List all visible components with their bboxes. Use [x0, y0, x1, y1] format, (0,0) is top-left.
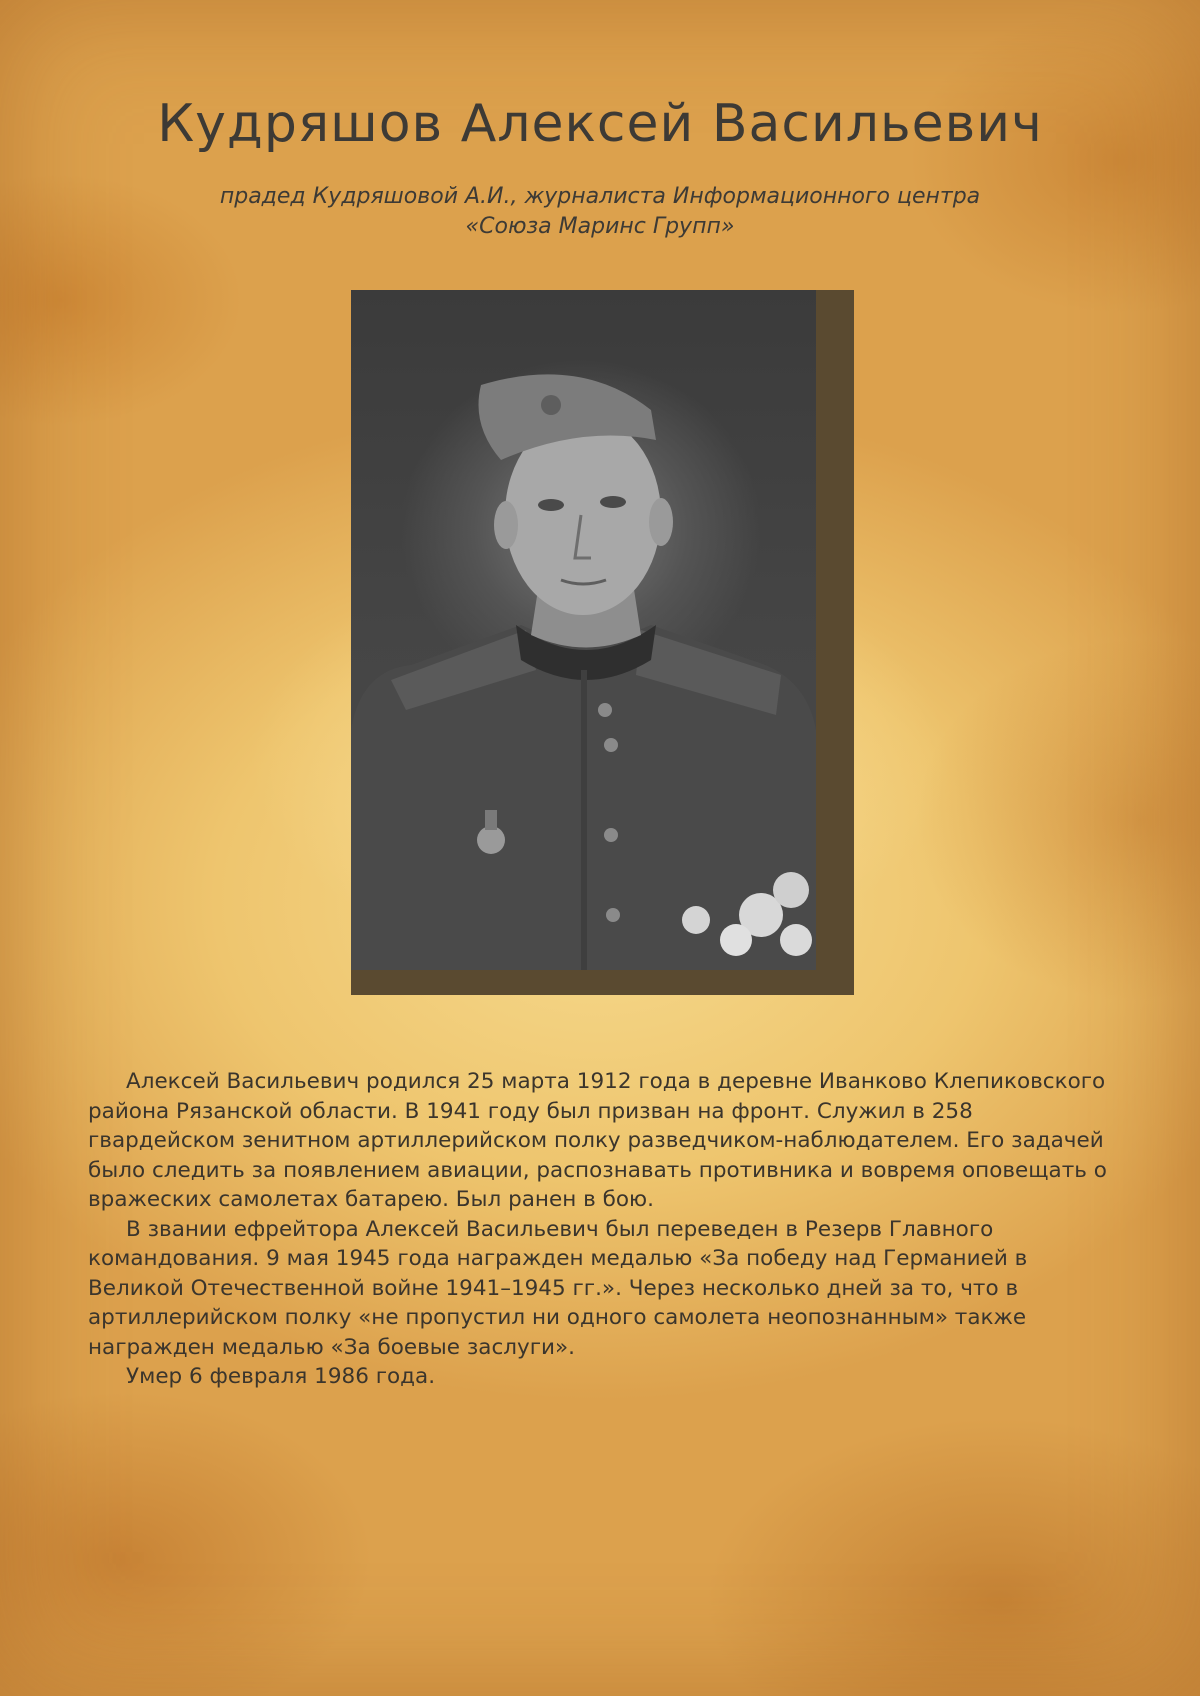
subtitle-line-2: «Союза Маринс Групп»: [465, 214, 735, 239]
bio-paragraph-2: В звании ефрейтора Алексей Васильевич был переведен в Резерв Главного командования. 9 мая 1945 года награжден медалью «За победу над Германией в Великой Отечественной войне 1941–1945 гг.». Через несколько дней за то, что в артиллерийском полку «не пропустил ни одного самолета неопознанным» также награжден медалью «За боевые заслуги».: [88, 1216, 1028, 1360]
page-title: Кудряшов Алексей Васильевич: [157, 94, 1043, 154]
photo-frame: [351, 290, 854, 995]
bio-paragraph-3: Умер 6 февраля 1986 года.: [126, 1364, 436, 1389]
bio-paragraph-1: Алексей Васильевич родился 25 марта 1912 года в деревне Иванково Клепиковского района Рязанской области. В 1941 году был призван на фронт. Служил в 258 гвардейском зенитном артиллерийском полку разведчиком-наблюдателем. Его задачей было следить за появлением авиации, распознавать противника и вовремя оповещать о вражеских самолетах батарею. Был ранен в бою.: [88, 1069, 1107, 1212]
page-subtitle: [150, 182, 1050, 242]
subtitle-line-1: прадед Кудряшовой А.И., журналиста Информационного центра: [219, 184, 981, 209]
soldier-portrait-photo: [351, 290, 816, 970]
soldier-portrait-icon: [351, 290, 816, 970]
biography-text: [88, 1067, 1112, 1392]
